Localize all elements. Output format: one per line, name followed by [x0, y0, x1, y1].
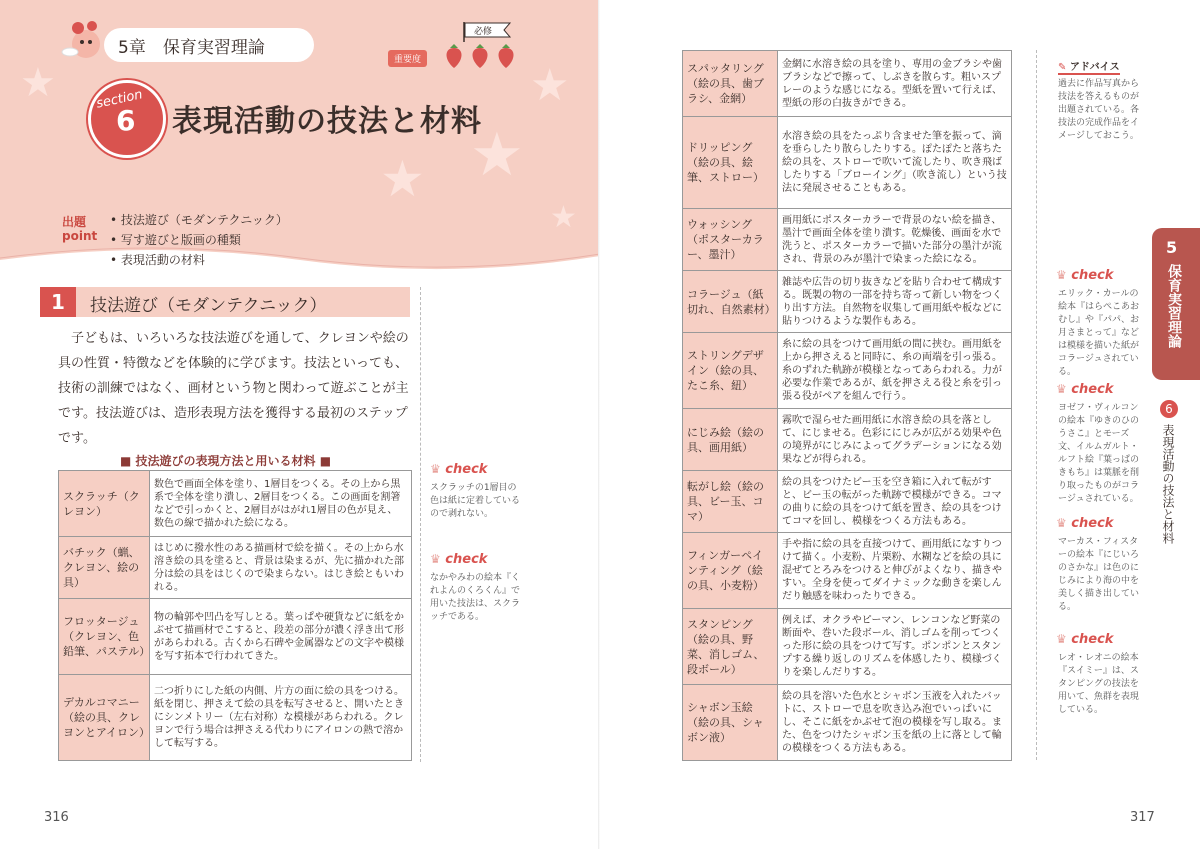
section-title: 表現活動の技法と材料 — [172, 104, 482, 139]
table-row — [683, 609, 1012, 685]
check-label-text: check — [1071, 382, 1114, 397]
technique-name: ストリングデザイン（絵の具、たこ糸、紐） — [683, 333, 778, 409]
technique-name: ウォッシング（ポスターカラー、墨汁） — [683, 209, 778, 271]
check-note: ヨゼフ・ヴィルコンの絵本『ゆきのひのうさこ』とモーズ文、イルムガルト・ルフト絵『葉っぱのきもち』は葉脈を削り取ったものがコラージュされている。 — [1058, 403, 1140, 504]
chapter-tab-title: 保育実習理論 — [1166, 264, 1182, 348]
section-tab-title: 表現活動の技法と材料 — [1161, 424, 1175, 544]
crown-icon: ♛ — [1056, 516, 1067, 530]
technique-desc: 例えば、オクラやピーマン、レンコンなど野菜の断面や、巻いた段ボール、消しゴムを削ってつくった形に絵の具をつけて写す。ポンポンとスタンプする繰り返しのリズムを体感したり、模様づくりを楽しんだりする。 — [778, 609, 1012, 685]
check-label-text: check — [1071, 268, 1114, 283]
mascot-icon — [58, 18, 108, 68]
crown-icon: ♛ — [1056, 632, 1067, 646]
table-row — [59, 675, 412, 761]
check-label — [1056, 516, 1113, 531]
table-row — [683, 117, 1012, 209]
technique-desc: 絵の具を溶いた色水とシャボン玉液を入れたバットに、ストローで息を吹き込み泡でいっぱいにし、そこに紙をかぶせて泡の模様を写し取る。また、色をつけたシャボン玉を紙の上に落として輪の模様をつくる方法もある。 — [778, 685, 1012, 761]
check-label — [1056, 268, 1113, 283]
technique-name: スタンピング（絵の具、野菜、消しゴム、段ボール） — [683, 609, 778, 685]
table-row — [683, 409, 1012, 471]
exam-point-label — [62, 215, 97, 243]
technique-name: フィンガーペインティング（絵の具、小麦粉） — [683, 533, 778, 609]
technique-desc: 数色で画面全体を塗り、1層目をつくる。その上から黒系で全体を塗り潰し、2層目をつくる。この画面を割箸などで引っかくと、2層目がはがれ1層目の色が見え、数色の線で描かれた絵になる。 — [150, 471, 412, 537]
section-word: section — [94, 87, 144, 112]
technique-name: ドリッピング（絵の具、絵筆、ストロー） — [683, 117, 778, 209]
technique-desc: 糸に絵の具をつけて画用紙の間に挟む。画用紙を上から押さえると同時に、糸の両端を引っ張る。糸のずれた軌跡が模様となってあらわれる。力が必要な作業であるが、紙を押さえる役と糸を引っ張る役がペアを組んで行う。 — [778, 333, 1012, 409]
column-divider — [420, 287, 421, 762]
check-label — [430, 462, 487, 477]
star-decoration: ★ — [20, 60, 56, 106]
check-note: レオ・レオニの絵本『スイミー』は、スタンピングの技法を用いて、魚群を表現している。 — [1058, 653, 1139, 715]
technique-name: シャボン玉絵（絵の具、シャボン液） — [683, 685, 778, 761]
advice-text: 過去に作品写真から技法を答えるものが出題されている。各技法の完成作品をイメージしておこう。 — [1058, 79, 1140, 141]
technique-desc: 雑誌や広告の切り抜きなどを貼り合わせて構成する。既製の物の一部を持ち寄って新しい物をつくり出す方法。自然物を収集して画用紙や板などに貼りつけるような製作もある。 — [778, 271, 1012, 333]
lightbulb-icon: ✎ — [1058, 62, 1067, 73]
technique-name: にじみ絵（絵の具、画用紙） — [683, 409, 778, 471]
technique-name: デカルコマニー（絵の具、クレヨンとアイロン） — [59, 675, 150, 761]
table-row — [683, 471, 1012, 533]
technique-desc: はじめに撥水性のある描画材で絵を描く。その上から水溶き絵の具を塗ると、背景は染まるが、先に描かれた部分は絵の具をはじくので染まらない。はじき絵ともいわれる。 — [150, 537, 412, 599]
exam-points-list — [110, 210, 288, 270]
chapter-label: 5章 保育実習理論 — [118, 38, 265, 58]
technique-table-right — [682, 50, 1012, 761]
exam-point-label-line1: 出題 — [62, 215, 87, 229]
strawberry-rating-icon — [442, 42, 522, 70]
wave-decoration — [0, 240, 600, 270]
page-number-left: 316 — [44, 810, 69, 825]
star-decoration: ★ — [380, 150, 425, 208]
technique-desc: 絵の具をつけたビー玉を空き箱に入れて転がすと、ビー玉の転がった軌跡で模様ができる。コマの曲りに絵の具をつけて紙を置き、絵の具をつけてコマを回し、模様をつくる方法もある。 — [778, 471, 1012, 533]
table-row — [683, 685, 1012, 761]
subsection-body: 子どもは、いろいろな技法遊びを通して、クレヨンや絵の具の性質・特徴などを体験的に学びます。技法といっても、技術の訓練ではなく、画材という物と関わって遊ぶことが主です。技法遊びは、造形表現方法を獲得する最初のステップです。 — [58, 331, 409, 446]
star-decoration: ★ — [470, 120, 524, 190]
chapter-tab-number: 5 — [1166, 238, 1178, 257]
table-row — [683, 209, 1012, 271]
technique-name: フロッタージュ（クレヨン、色鉛筆、パステル） — [59, 599, 150, 675]
technique-name: バチック（蝋、クレヨン、絵の具） — [59, 537, 150, 599]
table-row — [683, 51, 1012, 117]
importance-label: 重要度 — [388, 50, 427, 67]
subsection-number: 1 — [40, 287, 76, 317]
table-row — [59, 471, 412, 537]
crown-icon: ♛ — [430, 462, 441, 476]
advice-label — [1058, 58, 1120, 75]
technique-name: スパッタリング（絵の具、歯ブラシ、金網） — [683, 51, 778, 117]
table-row — [59, 537, 412, 599]
required-label: 必修 — [474, 27, 493, 37]
crown-icon: ♛ — [1056, 268, 1067, 282]
column-divider — [1036, 50, 1037, 760]
technique-desc: 画用紙にポスターカラーで背景のない絵を描き、墨汁で画面全体を塗り潰す。乾燥後、画面を水で洗うと、ポスターカラーで描いた部分の墨汁が流され、背景のみが墨汁で染まった絵になる。 — [778, 209, 1012, 271]
technique-name: 転がし絵（絵の具、ビー玉、コマ） — [683, 471, 778, 533]
exam-point-label-line2: point — [62, 229, 98, 243]
section-number: 6 — [116, 104, 136, 137]
technique-table-left — [58, 470, 412, 761]
technique-desc: 水溶き絵の具をたっぷり含ませた筆を振って、滴を垂らしたり散らしたりする。ぽたぽたと落ちた絵の具を、ストローで吹いて流したり、吹き飛ばしたりする「ブローイング」（吹き流し）という技法に発展させることもある。 — [778, 117, 1012, 209]
crown-icon: ♛ — [1056, 382, 1067, 396]
technique-name: スクラッチ（クレヨン） — [59, 471, 150, 537]
required-flag-icon — [460, 20, 520, 42]
table-row — [683, 533, 1012, 609]
page-number-right: 317 — [1130, 810, 1155, 825]
table-title: ■ 技法遊びの表現方法と用いる材料 ■ — [120, 454, 332, 468]
table-row — [683, 333, 1012, 409]
technique-desc: 物の輪郭や凹凸を写しとる。葉っぱや硬貨などに紙をかぶせて描画材でこすると、段差の部分が濃く浮き出て形があらわれる。古くから石碑や金属器などの文字や模様を写す拓本で行われてきた。 — [150, 599, 412, 675]
check-label-text: check — [445, 552, 488, 567]
check-label — [430, 552, 487, 567]
check-note: エリック・カールの絵本『はらぺこあおむし』や『パパ、お月さまとって』などは模様を描いた紙がコラージュされている。 — [1058, 289, 1140, 377]
exam-point-item: • 表現活動の材料 — [110, 250, 288, 270]
check-note: スクラッチの1層目の色は紙に定着しているので剥れない。 — [430, 483, 521, 519]
check-label-text: check — [1071, 516, 1114, 531]
check-label — [1056, 632, 1113, 647]
star-decoration: ★ — [530, 60, 570, 111]
table-row — [59, 599, 412, 675]
exam-point-item: • 写す遊びと版画の種類 — [110, 230, 288, 250]
crown-icon: ♛ — [430, 552, 441, 566]
section-tab-number: 6 — [1160, 400, 1178, 418]
star-decoration: ★ — [550, 200, 577, 235]
technique-desc: 霧吹で湿らせた画用紙に水溶き絵の具を落として、にじませる。色彩ににじみが広がる効果や色の境界がにじみによってグラデーションになる効果などが得られる。 — [778, 409, 1012, 471]
technique-name: コラージュ（紙切れ、自然素材） — [683, 271, 778, 333]
technique-desc: 金網に水溶き絵の具を塗り、専用の金ブラシや歯ブラシなどで擦って、しぶきを散らす。粗いスプレーのような感じになる。型紙を置いて行えば、型紙の形の白抜きができる。 — [778, 51, 1012, 117]
technique-desc: 二つ折りにした紙の内側、片方の面に絵の具をつける。紙を閉じ、押さえて絵の具を転写させると、開いたときにシンメトリー（左右対称）な模様があらわれる。クレヨンで行う場合は押さえる代わりにアイロンの熱で溶かして転写する。 — [150, 675, 412, 761]
check-label — [1056, 382, 1113, 397]
subsection-title: 技法遊び（モダンテクニック） — [90, 296, 327, 316]
table-row — [683, 271, 1012, 333]
check-note: マーカス・フィスターの絵本『にじいろのさかな』は色のにじみにより海の中を美しく描き出している。 — [1058, 537, 1140, 612]
check-note: なかやみわの絵本『くれよんのくろくん』で用いた技法は、スクラッチである。 — [430, 573, 521, 622]
check-label-text: check — [445, 462, 488, 477]
exam-point-item: • 技法遊び（モダンテクニック） — [110, 210, 288, 230]
check-label-text: check — [1071, 632, 1114, 647]
technique-desc: 手や指に絵の具を直接つけて、画用紙になすりつけて描く。小麦粉、片栗粉、水糊などを絵の具に混ぜてとろみをつけると伸びがよくなり、描きやすい。全身を使ってダイナミックな動きを楽しんだり触感を味わったりできる。 — [778, 533, 1012, 609]
advice-label-text: アドバイス — [1069, 62, 1120, 73]
